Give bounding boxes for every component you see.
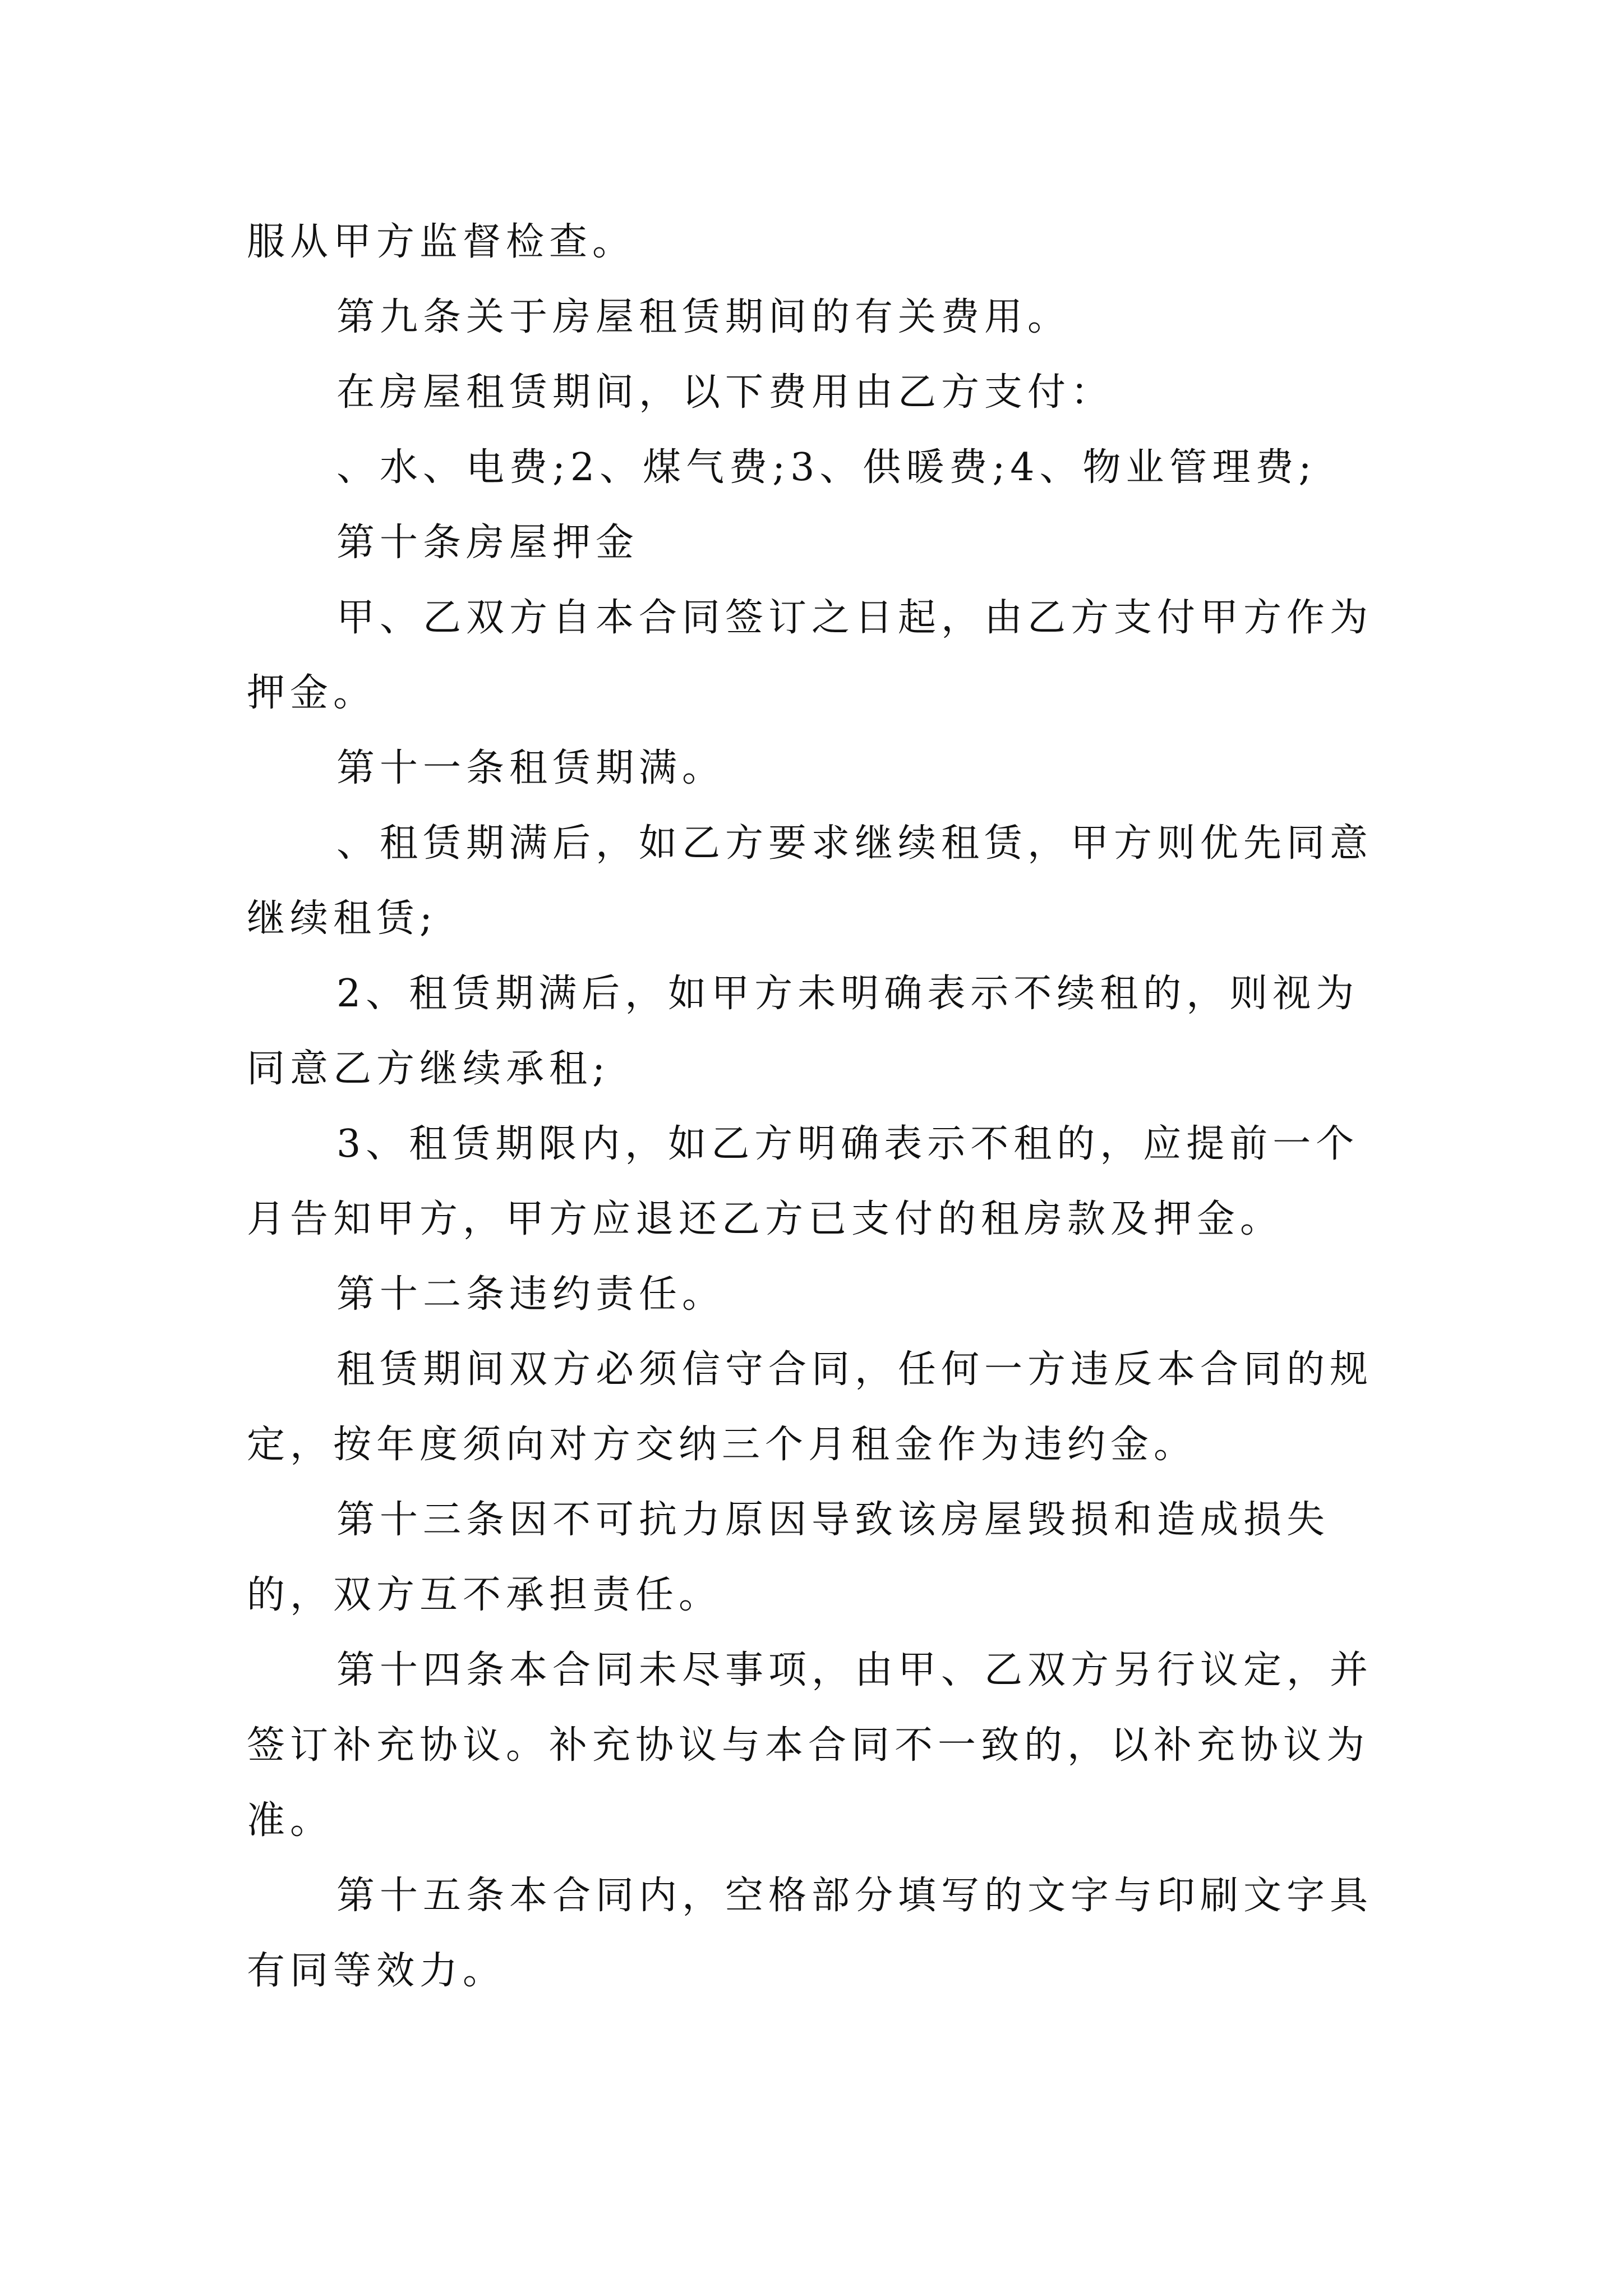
text-line-15: 第十二条违约责任。 [336,1272,726,1317]
text-line-4: 、水、电费;2、煤气费;3、供暖费;4、物业管理费; [336,445,1317,490]
text-line-20: 第十四条本合同未尽事项，由甲、乙双方另行议定，并 [336,1648,1373,1692]
text-line-18: 第十三条因不可抗力原因导致该房屋毁损和造成损失 [336,1498,1330,1542]
text-line-22: 准。 [247,1798,334,1843]
text-line-2: 第九条关于房屋租赁期间的有关费用。 [336,295,1071,339]
text-line-10: 继续租赁; [247,896,437,941]
text-line-14: 月告知甲方，甲方应退还乙方已支付的租房款及押金。 [247,1197,1284,1241]
text-line-23: 第十五条本合同内，空格部分填写的文字与印刷文字具 [336,1874,1373,1918]
text-line-19: 的，双方互不承担责任。 [247,1573,722,1617]
text-line-3: 在房屋租赁期间，以下费用由乙方支付： [336,370,1114,415]
text-line-16: 租赁期间双方必须信守合同，任何一方违反本合同的规 [336,1347,1373,1392]
text-line-12: 同意乙方继续承租; [247,1047,610,1091]
text-line-9: 、租赁期满后，如乙方要求继续租赁，甲方则优先同意 [336,821,1373,866]
text-line-6: 甲、乙双方自本合同签订之日起，由乙方支付甲方作为 [336,596,1373,640]
text-line-17: 定，按年度须向对方交纳三个月租金作为违约金。 [247,1423,1197,1467]
text-line-13: 3、租赁期限内，如乙方明确表示不租的，应提前一个 [336,1122,1359,1166]
text-line-7: 押金。 [247,671,377,715]
text-line-21: 签订补充协议。补充协议与本合同不一致的，以补充协议为 [247,1723,1370,1768]
text-line-5: 第十条房屋押金 [336,521,639,565]
text-line-11: 2、租赁期满后，如甲方未明确表示不续租的，则视为 [336,972,1359,1016]
text-line-8: 第十一条租赁期满。 [336,746,726,790]
text-line-24: 有同等效力。 [247,1949,506,1993]
text-line-1: 服从甲方监督检查。 [247,220,636,264]
